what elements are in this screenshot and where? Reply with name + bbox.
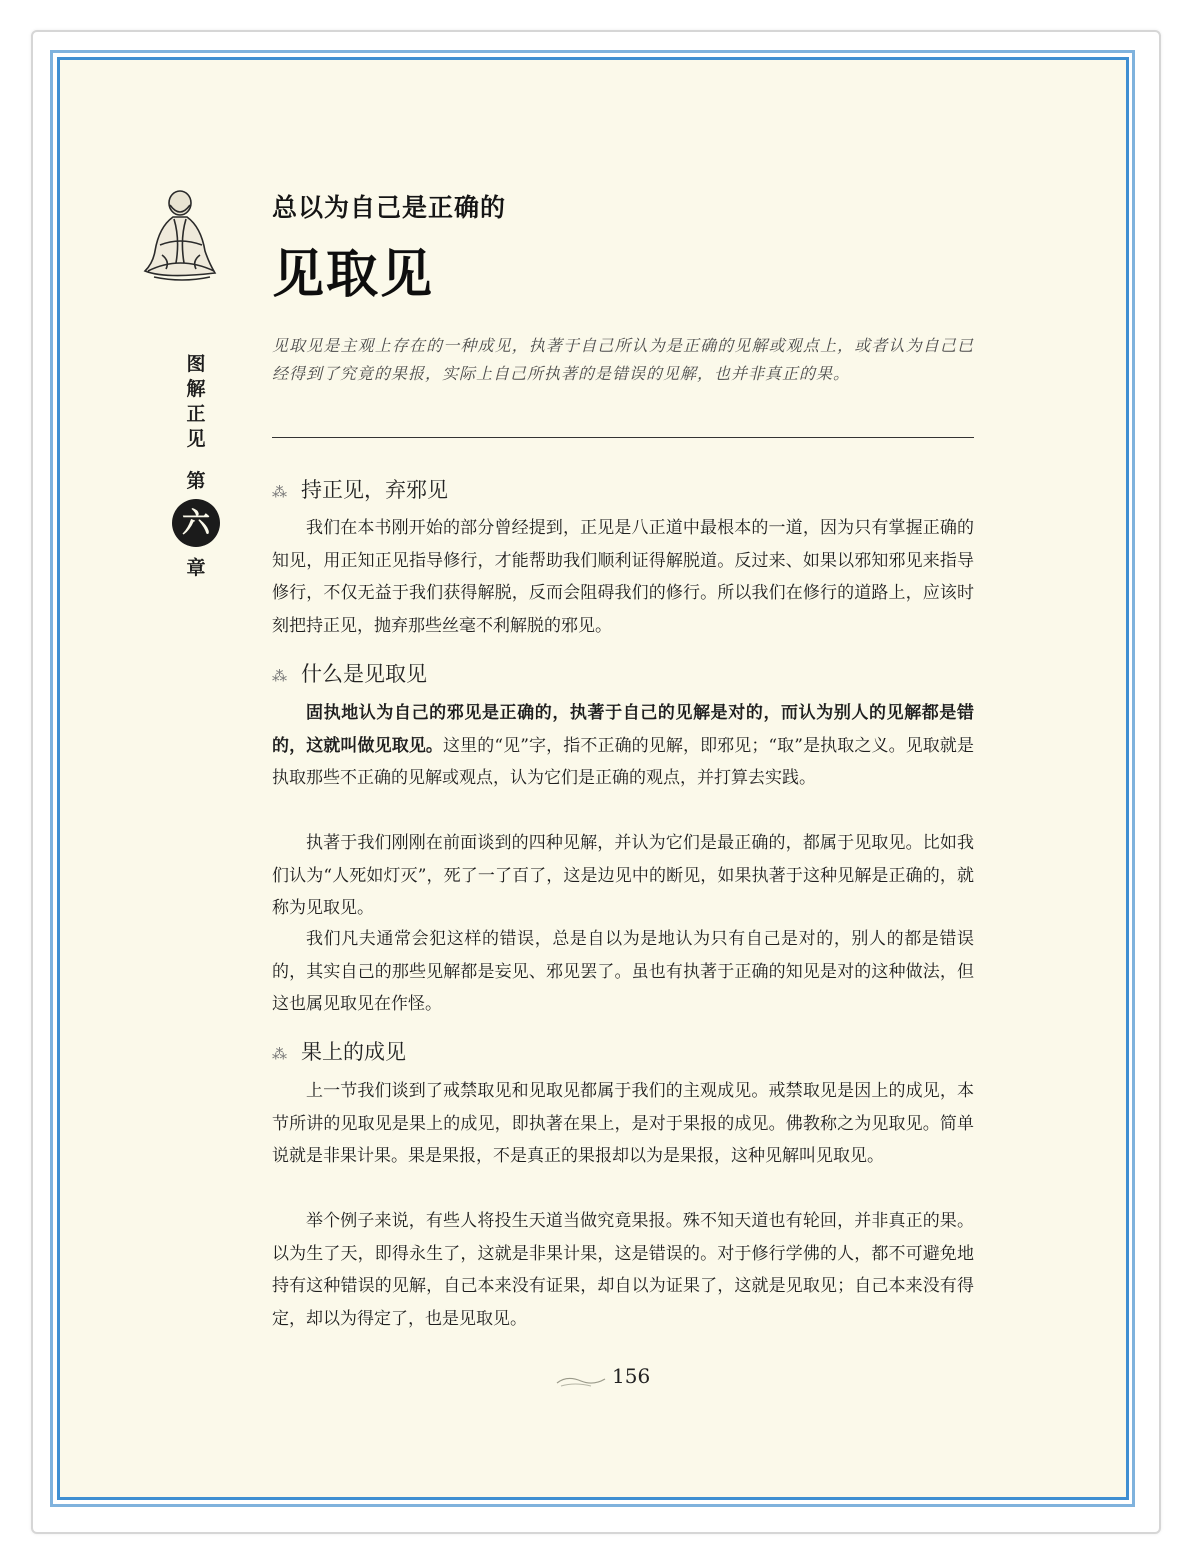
page-subtitle: 总以为自己是正确的 [272,193,507,222]
chapter-number-badge: 六 [172,499,220,547]
section-heading-text: 持正见，弃邪见 [301,478,448,502]
chapter-suffix: 章 [186,557,206,579]
book-title-char: 正 [186,403,206,425]
section-heading-text: 什么是见取见 [301,662,427,686]
paragraph-text: 我们凡夫通常会犯这样的错误，总是自以为是地认为只有自己是对的，别人的都是错误的，其实自己的那些见解都是妄见、邪见罢了。虽也有执著于正确的知见是对的这种做法，但这也属见取见在作怪。 [272,929,974,1014]
chapter-marker [170,466,222,580]
section-heading [272,474,448,504]
body-paragraph [272,697,974,795]
ornament-icon: ⁂ [272,482,287,501]
intro-paragraph: 见取见是主观上存在的一种成见，执著于自己所认为是正确的见解或观点上，或者认为自己已经得到了究竟的果报，实际上自己所执著的是错误的见解，也并非真正的果。 [272,336,974,383]
section-heading [272,1036,406,1066]
paragraph-text: 执著于我们刚刚在前面谈到的四种见解，并认为它们是最正确的，都属于见取见。比如我们认为“人死如灯灭”，死了一了百了，这是边见中的断见，如果执著于这种见解是正确的，就称为见取见。 [272,833,974,918]
body-paragraph [272,827,974,925]
book-title-char: 见 [186,428,206,450]
section-heading-text: 果上的成见 [301,1040,406,1064]
book-title-char: 图 [186,353,206,375]
chapter-prefix: 第 [186,470,206,492]
book-title-char: 解 [186,378,206,400]
paragraph-text: 这里的“见”字，指不正确的见解，即邪见；“取”是执取之义。见取就是执取那些不正确的见解或观点，认为它们是正确的观点，并打算去实践。 [272,735,975,788]
paragraph-text: 我们在本书刚开始的部分曾经提到，正见是八正道中最根本的一道，因为只有掌握正确的知见，用正知正见指导修行，才能帮助我们顺利证得解脱道。反过来、如果以邪知邪见来指导修行，不仅无益于我们获得解脱，反而会阻碍我们的修行。所以我们在修行的道路上，应该时刻把持正见，抛弃那些丝毫不利解脱的邪见。 [272,518,974,636]
divider-line [272,437,974,438]
body-paragraph [272,1205,974,1335]
body-paragraph [272,923,974,1021]
book-title-vertical [184,352,208,452]
body-paragraph [272,512,974,642]
seated-monk-illustration [140,185,222,285]
page-title: 见取见 [272,244,435,305]
body-paragraph [272,1075,974,1173]
ornament-icon: ⁂ [272,1044,287,1063]
page-number-ornament [555,1375,607,1389]
paragraph-text: 上一节我们谈到了戒禁取见和见取见都属于我们的主观成见。戒禁取见是因上的成见，本节所讲的见取见是果上的成见，即执著在果上，是对于果报的成见。佛教称之为见取见。简单说就是非果计果。果是果报，不是真正的果报却以为是果报，这种见解叫见取见。 [272,1081,974,1166]
page-number: 156 [612,1364,651,1388]
ornament-icon: ⁂ [272,666,287,685]
paragraph-bold-text: 固执地认为自己的邪见是正确的，执著于自己的见解是对的，而认为别人的见解都是错的，这就叫做见取见。 [272,703,974,756]
paragraph-text: 举个例子来说，有些人将投生天道当做究竟果报。殊不知天道也有轮回，并非真正的果。以为生了天，即得永生了，这就是非果计果，这是错误的。对于修行学佛的人，都不可避免地持有这种错误的见解，自己本来没有证果，却自以为证果了，这就是见取见；自己本来没有得定，却以为得定了，也是见取见。 [272,1211,974,1329]
section-heading [272,658,427,688]
